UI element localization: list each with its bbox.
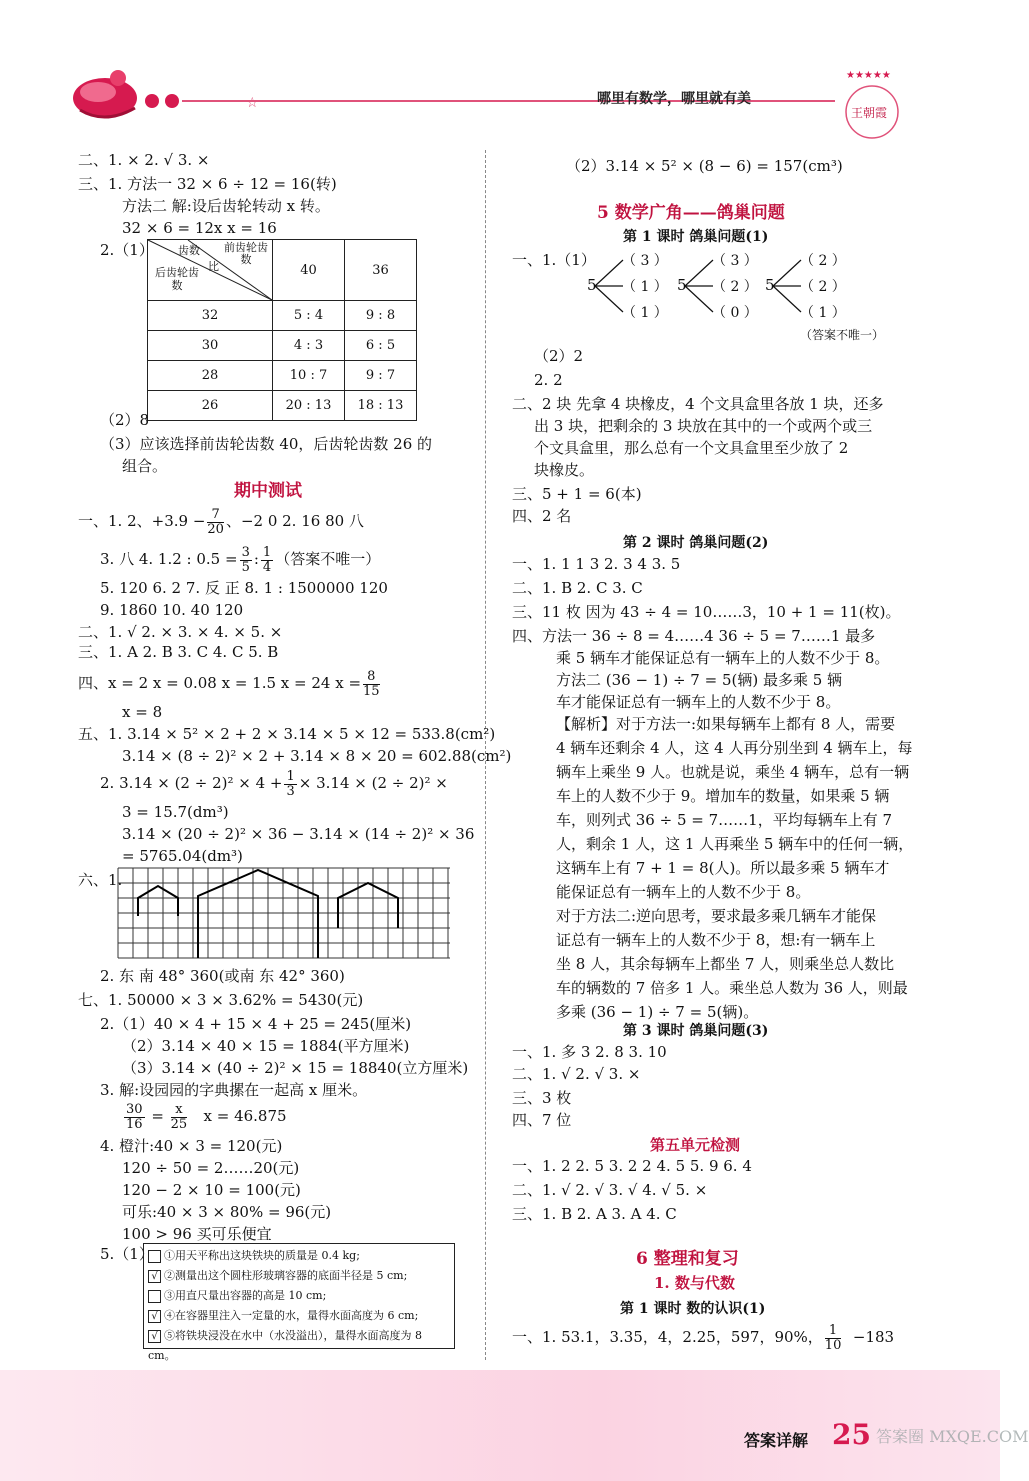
fraction: $\frac{30}{16}$: [126, 1101, 143, 1132]
corner-mid: 比: [208, 260, 219, 273]
table-corner-cell: [148, 240, 273, 301]
check-item-text: ③用直尺量出容器的高是 10 cm;: [164, 1289, 327, 1302]
header-decoration: [0, 0, 1000, 140]
fraction: $\frac{1}{3}$: [286, 768, 295, 799]
table-cell: 30: [148, 331, 273, 361]
fraction: $\frac{1}{4}$: [262, 544, 272, 575]
gear-ratio-table: [147, 239, 417, 421]
tree-leaf: （ 2 ）: [712, 279, 758, 295]
mid-line-1-b: 、−2 0 2. 16 80 八: [225, 512, 364, 530]
header-slogan: 哪里有数学，哪里就有美: [597, 91, 751, 107]
mid-line-9: 五、1. 3.14 × 5² × 2 + 2 × 3.14 × 5 × 12 = 533.8(cm²): [78, 725, 496, 743]
lesson-title-4: 第 1 课时 数的认识(1): [620, 1301, 766, 1317]
section-title-5: 5 数学广角——鸽巢问题: [597, 203, 785, 223]
right-line-24: 这辆车上有 7 + 1 = 8(人)。所以最多乘 5 辆车才: [556, 859, 890, 877]
right-line-25: 能保证总有一辆车上的人数不少于 8。: [556, 883, 811, 901]
mid-line-20: （3）3.14 × (40 ÷ 2)² × 15 = 18840(立方厘米): [122, 1059, 469, 1077]
check-item: [148, 1286, 450, 1306]
mid-line-11-a: 2. 3.14 × (2 ÷ 2)² × 4 +: [100, 774, 283, 792]
corner-right: 前齿轮齿数: [224, 241, 268, 266]
check-item: [148, 1306, 450, 1326]
right-line-34: 四、7 位: [512, 1111, 572, 1129]
tree-root: 5: [587, 276, 597, 294]
check-item: [148, 1266, 450, 1286]
tree-leaf: （ 0 ）: [712, 305, 758, 321]
right-line-35: 一、1. 2 2. 5 3. 2 2 4. 5 5. 9 6. 4: [512, 1157, 752, 1175]
header-brand: 王朝霞: [851, 106, 888, 120]
left-line-2: 三、1. 方法一 32 × 6 ÷ 12 = 16(转): [78, 175, 337, 193]
right-line-10: 四、2 名: [512, 507, 572, 525]
mid-line-28: 5.（1）: [100, 1245, 154, 1263]
corner-top: 齿数: [178, 244, 200, 257]
lesson-title-2: 第 2 课时 鸽巢问题(2): [623, 535, 769, 551]
header-bar: [0, 0, 1000, 140]
right-line-16: 方法二 (36 − 1) ÷ 7 = 5(辆) 最多乘 5 辆: [556, 671, 843, 689]
left-line-4: 32 × 6 = 12x x = 16: [122, 219, 277, 237]
left-line-6: （2）8: [100, 411, 150, 429]
tree-leaf: （ 1 ）: [622, 279, 668, 295]
lesson-title-3: 第 3 课时 鸽巢问题(3): [623, 1023, 769, 1039]
mid-line-11-b: × 3.14 × (2 ÷ 2)² ×: [298, 774, 448, 792]
tree-leaf: （ 1 ）: [800, 305, 846, 321]
check-item: [148, 1246, 450, 1266]
tree-leaf: （ 2 ）: [800, 253, 846, 269]
right-line-3: （2）2: [534, 347, 584, 365]
right-line-37: 三、1. B 2. A 3. A 4. C: [512, 1205, 677, 1223]
mid-line-7-a: 四、x = 2 x = 0.08 x = 1.5 x = 24 x =: [78, 674, 362, 692]
table-row: [148, 361, 417, 391]
checkbox[interactable]: √: [148, 1330, 161, 1343]
table-col-header: 40: [273, 240, 345, 301]
left-line-7: （3）应该选择前齿轮齿数 40，后齿轮齿数 26 的: [100, 435, 433, 453]
check-item: [148, 1326, 450, 1366]
right-line-30: 多乘 (36 − 1) ÷ 7 = 5(辆)。: [556, 1003, 759, 1021]
right-line-14: 四、方法一 36 ÷ 8 = 4……4 36 ÷ 5 = 7……1 最多: [512, 627, 876, 645]
check-item-text: ④在容器里注入一定量的水，量得水面高度为 6 cm;: [164, 1309, 419, 1322]
mid-line-25: 120 − 2 × 10 = 100(元): [122, 1181, 301, 1199]
table-cell: 9 : 7: [345, 361, 417, 391]
right-line-32: 二、1. √ 2. √ 3. ×: [512, 1065, 641, 1083]
mid-line-6: 三、1. A 2. B 3. C 4. C 5. B: [78, 643, 279, 661]
table-cell: 10 : 7: [273, 361, 345, 391]
corner-bottom: 后齿轮齿数: [155, 266, 199, 292]
mid-line-26: 可乐:40 × 3 × 80% = 96(元): [122, 1203, 332, 1221]
mid-line-3: 5. 120 6. 2 7. 反 正 8. 1 : 1500000 120: [100, 579, 388, 597]
left-line-1: 二、1. × 2. √ 3. ×: [78, 151, 210, 169]
mid-line-13: 3.14 × (20 ÷ 2)² × 36 − 3.14 × (14 ÷ 2)² × 36: [122, 825, 475, 843]
table-cell: 20 : 13: [273, 391, 345, 421]
mid-line-12: 3 = 15.7(dm³): [122, 803, 229, 821]
fraction: $\frac{3}{5}$: [241, 544, 250, 575]
right-line-8: 块橡皮。: [534, 461, 595, 479]
right-line-1: （2）3.14 × 5² × (8 − 6) = 157(cm³): [566, 157, 843, 175]
footer-watermark: 答案圈 MXQE.COM: [876, 1427, 1029, 1446]
mid-line-2-c: （答案不唯一）: [275, 550, 381, 568]
house-grid-figure: [118, 868, 450, 960]
mid-line-21: 3. 解:设园园的字典摞在一起高 x 厘米。: [100, 1081, 368, 1099]
mid-line-15: 六、1.: [78, 871, 123, 889]
check-item-text: ⑤将铁块浸没在水中（水没溢出），量得水面高度为 8 cm。: [148, 1329, 422, 1362]
right-line-18: 【解析】对于方法一:如果每辆车上都有 8 人，需要: [556, 715, 896, 733]
table-cell: 32: [148, 301, 273, 331]
right-line-9: 三、5 + 1 = 6(本): [512, 485, 642, 503]
right-line-38-b: −183: [852, 1328, 895, 1346]
right-line-21: 车上的人数不少于 9。增加车的数量，如果乘 5 辆: [556, 787, 890, 805]
mid-line-22-b: x = 46.875: [203, 1107, 287, 1125]
right-line-22: 车，则列式 36 ÷ 5 = 7……1，平均每辆车上有 7: [556, 811, 893, 829]
section-title-6: 6 整理和复习: [636, 1249, 739, 1269]
section-title-unit5: 第五单元检测: [650, 1136, 741, 1154]
mid-line-22: $\frac{30}{16}$ = $\frac{x}{25}$ x = 46.875: [126, 1101, 287, 1132]
lesson-title-1: 第 1 课时 鸽巢问题(1): [623, 229, 769, 245]
left-line-5: 2.（1）: [100, 241, 154, 259]
tree-root: 5: [677, 276, 687, 294]
checkbox[interactable]: √: [148, 1310, 161, 1323]
fraction: $\frac{1}{10}$: [824, 1322, 842, 1353]
mid-line-10: 3.14 × (8 ÷ 2)² × 2 + 3.14 × 8 × 20 = 602.88(cm²): [122, 747, 512, 765]
right-line-5: 二、2 块 先拿 4 块橡皮，4 个文具盒里各放 1 块，还多: [512, 395, 884, 413]
checkbox[interactable]: [148, 1290, 161, 1303]
tree-root: 5: [765, 276, 775, 294]
table-cell: 4 : 3: [273, 331, 345, 361]
left-line-3: 方法二 解:设后齿轮转动 x 转。: [122, 197, 330, 215]
tree-leaf: （ 2 ）: [800, 279, 846, 295]
right-line-4: 2. 2: [534, 371, 563, 389]
right-line-20: 辆车上乘坐 9 人。也就是说，乘坐 4 辆车，总有一辆: [556, 763, 910, 781]
mid-line-2: [100, 544, 380, 574]
right-line-28: 坐 8 人，其余每辆车上都坐 7 人，则乘坐总人数比: [556, 955, 895, 973]
right-line-38-a: 一、1. 53.1，3.35，4，2.25，597，90%，: [512, 1328, 823, 1346]
footer-label: 答案详解: [744, 1431, 809, 1450]
right-line-17: 车才能保证总有一辆车上的人数不少于 8。: [556, 693, 841, 711]
check-item-text: ②测量出这个圆柱形玻璃容器的底面半径是 5 cm;: [164, 1269, 408, 1282]
right-line-31: 一、1. 多 3 2. 8 3. 10: [512, 1043, 667, 1061]
right-line-15: 乘 5 辆车才能保证总有一辆车上的人数不少于 8。: [556, 649, 890, 667]
right-line-23: 人，剩余 1 人，这 1 人再乘坐 5 辆车中的任何一辆，: [556, 835, 914, 853]
mid-line-23: 4. 橙汁:40 × 3 = 120(元): [100, 1137, 283, 1155]
mid-line-16: 2. 东 南 48° 360(或南 东 42° 360): [100, 967, 345, 985]
right-line-26: 对于方法二:逆向思考，要求最多乘几辆车才能保: [556, 907, 877, 925]
fraction: $\frac{x}{25}$: [170, 1101, 188, 1132]
mid-line-7: [78, 668, 382, 698]
right-line-33: 三、3 枚: [512, 1089, 572, 1107]
right-line-19: 4 辆车还剩余 4 人，这 4 人再分别坐到 4 辆车上，每: [556, 739, 913, 757]
table-cell: 9 : 8: [345, 301, 417, 331]
right-line-29: 车的辆数的 7 倍多 1 人。乘坐总人数为 36 人，则最: [556, 979, 908, 997]
fraction: $\frac{8}{15}$: [363, 668, 380, 699]
section-subtitle-6: 1. 数与代数: [654, 1274, 735, 1292]
mid-line-2-a: 3. 八 4. 1.2 : 0.5 =: [100, 550, 238, 568]
tree-leaf: （ 3 ）: [622, 253, 668, 269]
table-cell: 26: [148, 391, 273, 421]
right-line-27: 证总有一辆车上的人数不少于 8，想:有一辆车上: [556, 931, 876, 949]
mid-line-1: [78, 506, 364, 536]
right-line-2: 一、1.（1）: [512, 251, 596, 269]
mid-line-27: 100 > 96 买可乐便宜: [122, 1225, 272, 1243]
tree-note: （答案不唯一）: [800, 328, 885, 342]
svg-text:★★★★★: ★★★★★: [846, 70, 891, 81]
table-cell: 18 : 13: [345, 391, 417, 421]
mid-line-4: 9. 1860 10. 40 120: [100, 601, 244, 619]
table-cell: 28: [148, 361, 273, 391]
check-item-text: ①用天平称出这块铁块的质量是 0.4 kg;: [164, 1249, 360, 1262]
table-cell: 5 : 4: [273, 301, 345, 331]
checkbox[interactable]: √: [148, 1270, 161, 1283]
tree-leaf: （ 3 ）: [712, 253, 758, 269]
table-row: [148, 391, 417, 421]
mid-line-1-a: 一、1. 2、+3.9 −: [78, 512, 206, 530]
mid-line-8: x = 8: [122, 703, 163, 721]
table-row: [148, 331, 417, 361]
mid-line-2-b: :: [253, 550, 259, 568]
mid-line-19: （2）3.14 × 40 × 15 = 1884(平方厘米): [122, 1037, 410, 1055]
mid-line-17: 七、1. 50000 × 3 × 3.62% = 5430(元): [78, 991, 364, 1009]
right-line-7: 个文具盒里，那么总有一个文具盒里至少放了 2: [534, 439, 849, 457]
page-number: 25: [832, 1418, 871, 1451]
right-line-38: [512, 1320, 894, 1354]
checklist-box: [143, 1243, 455, 1362]
right-line-11: 一、1. 1 1 3 2. 3 4 3. 5: [512, 555, 681, 573]
section-title-midterm: 期中测试: [234, 481, 302, 501]
right-line-6: 出 3 块，把剩余的 3 块放在其中的一个或两个或三: [534, 417, 873, 435]
mid-line-24: 120 ÷ 50 = 2……20(元): [122, 1159, 300, 1177]
mid-line-5: 二、1. √ 2. × 3. × 4. × 5. ×: [78, 623, 283, 641]
checkbox[interactable]: [148, 1250, 161, 1263]
mid-line-14: = 5765.04(dm³): [122, 847, 243, 865]
fraction: $\frac{7}{20}$: [207, 506, 224, 537]
svg-text:☆: ☆: [246, 95, 259, 111]
tree-leaf: （ 1 ）: [622, 305, 668, 321]
table-row: [148, 301, 417, 331]
mid-line-11: [100, 768, 448, 798]
right-line-36: 二、1. √ 2. √ 3. √ 4. √ 5. ×: [512, 1181, 708, 1199]
mid-line-18: 2.（1）40 × 4 + 15 × 4 + 25 = 245(厘米): [100, 1015, 412, 1033]
right-line-12: 二、1. B 2. C 3. C: [512, 579, 643, 597]
right-line-13: 三、11 枚 因为 43 ÷ 4 = 10……3，10 + 1 = 11(枚)。: [512, 603, 901, 621]
left-line-8: 组合。: [122, 457, 168, 475]
table-cell: 6 : 5: [345, 331, 417, 361]
table-col-header: 36: [345, 240, 417, 301]
